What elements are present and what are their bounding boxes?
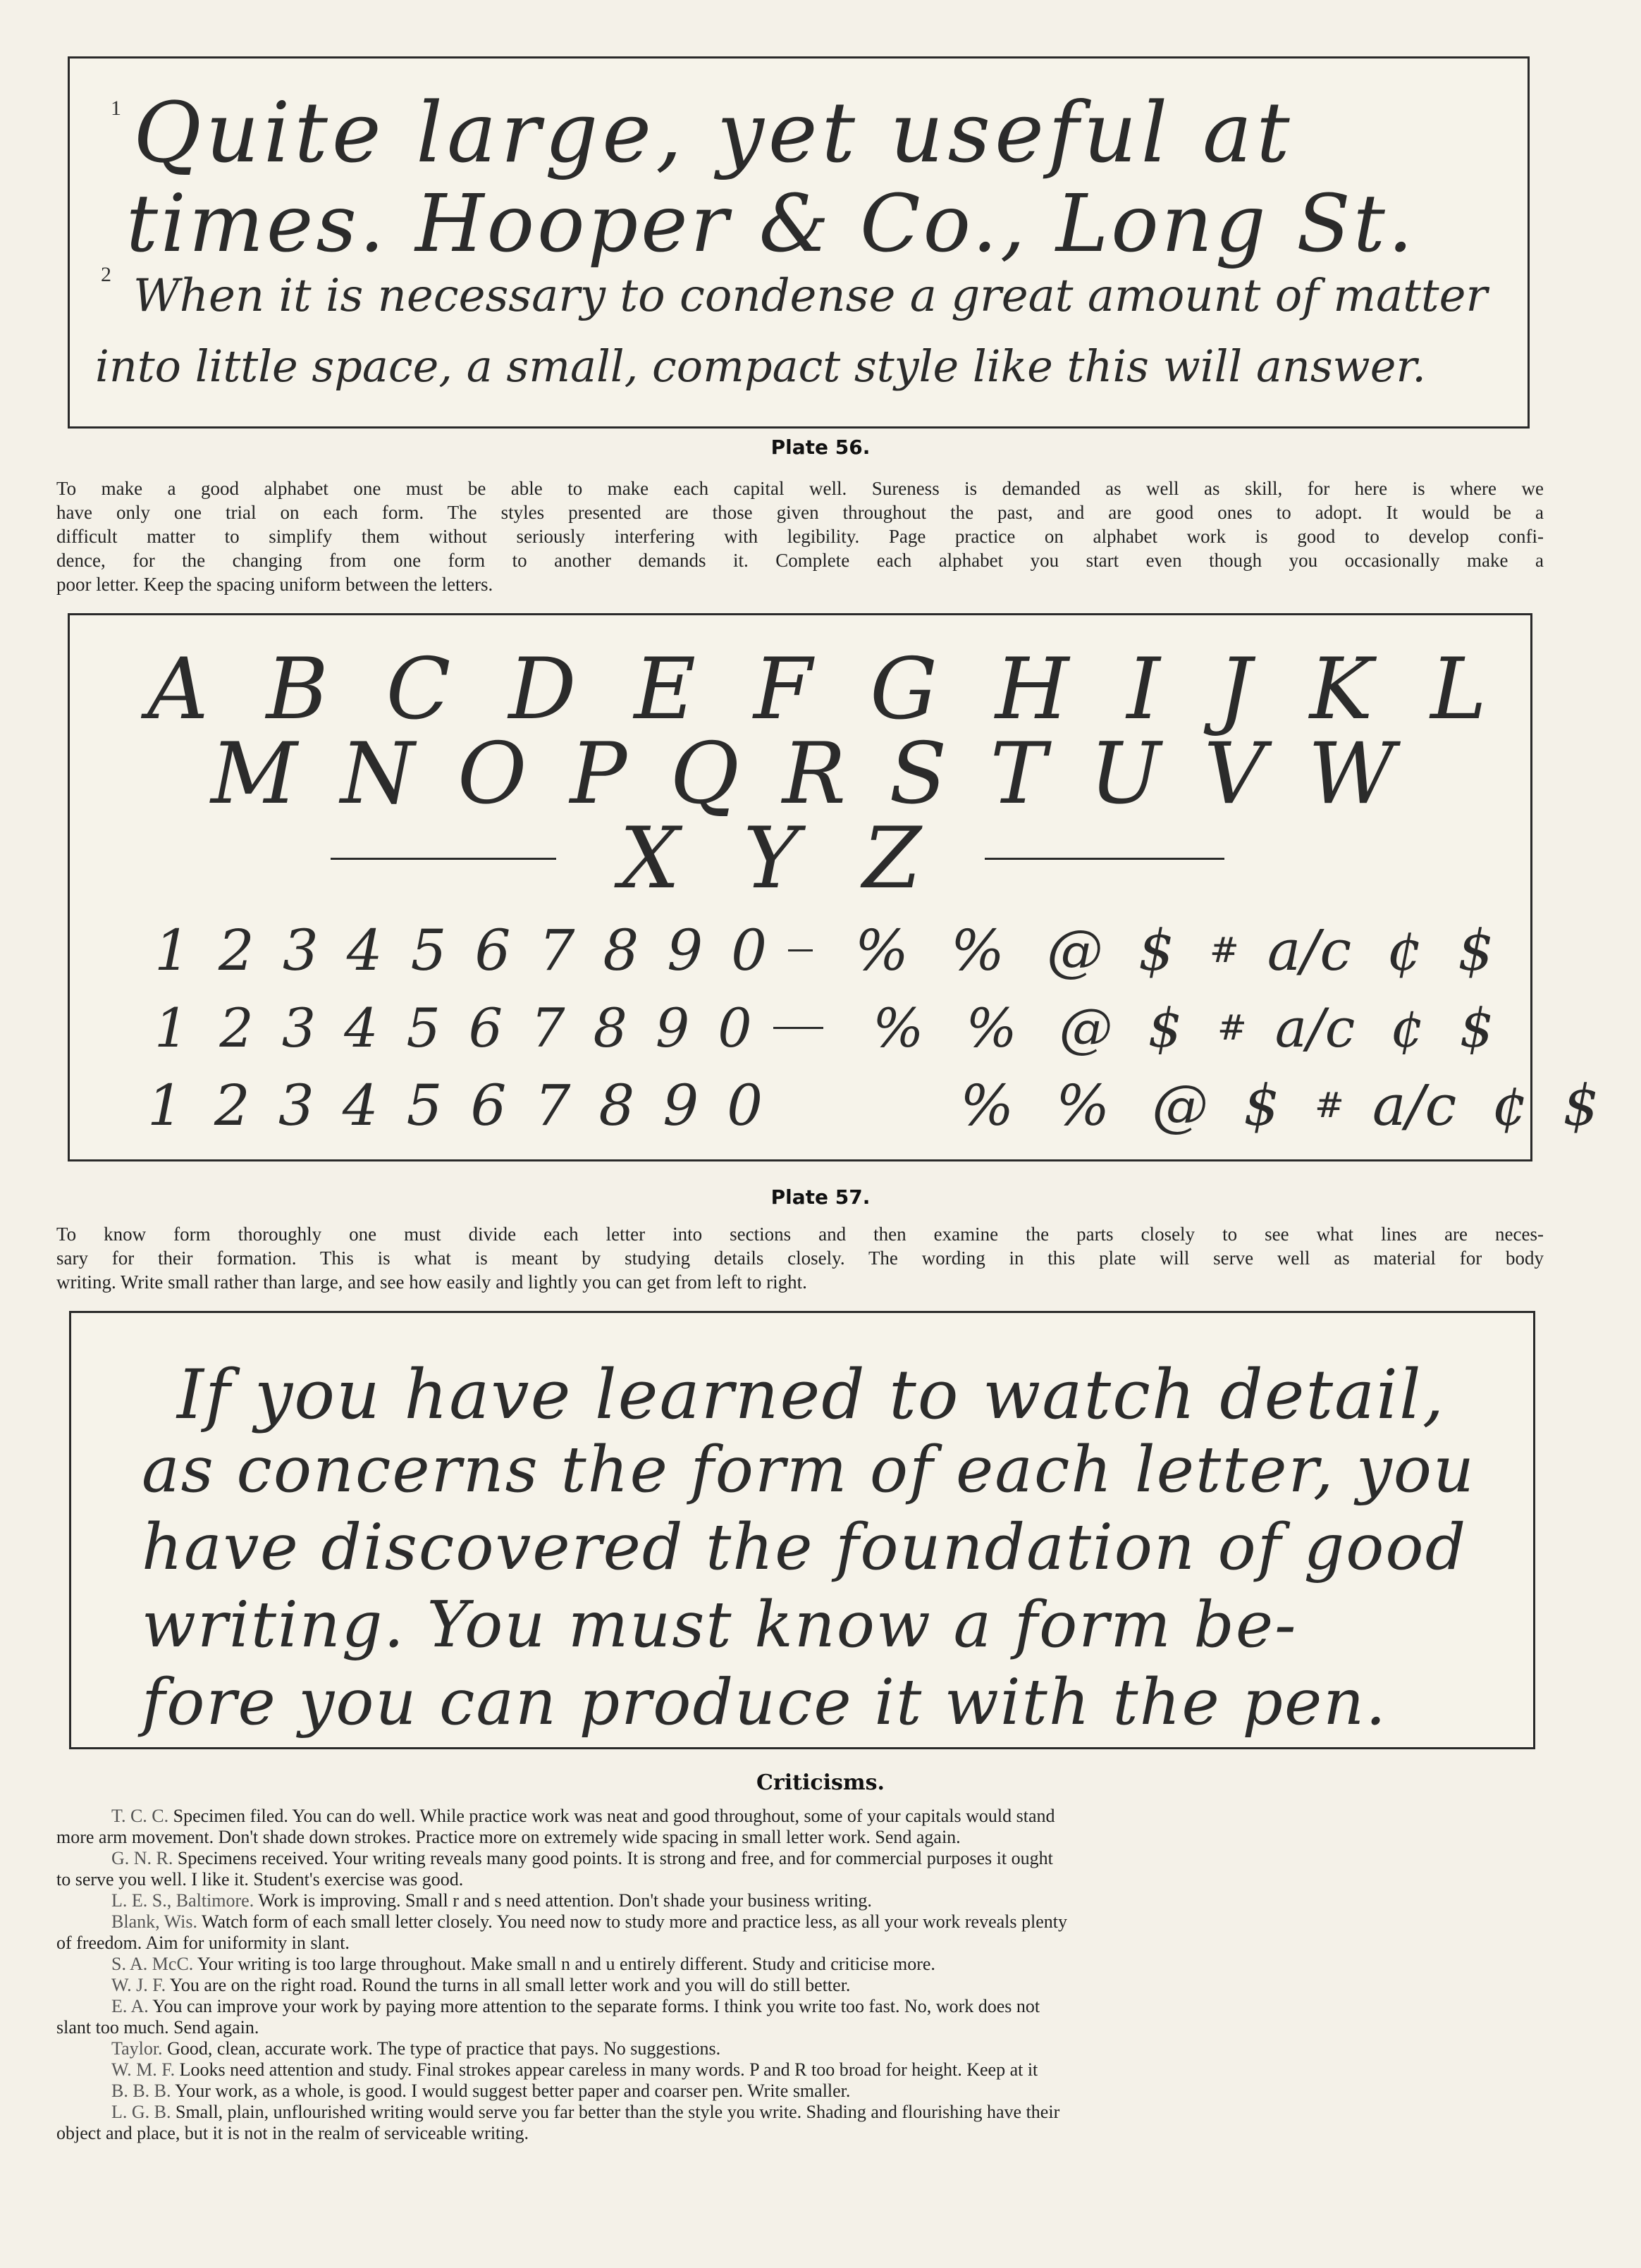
symbol-number: # bbox=[1209, 930, 1239, 970]
numerals-row-3 bbox=[147, 1072, 1599, 1138]
plate-56-paragraph bbox=[56, 476, 1544, 596]
criticisms-list bbox=[56, 1806, 1548, 2144]
capital-q: Q bbox=[670, 725, 739, 823]
criticism-recipient: E. A. bbox=[111, 1996, 149, 2016]
numeral: 3 bbox=[278, 1072, 314, 1138]
symbol-at: @ bbox=[1059, 996, 1113, 1059]
capital-d: D bbox=[508, 640, 577, 739]
criticism-text: Specimen filed. You can do well. While practice work was neat and good throughout, some of your capitals would stand bbox=[173, 1806, 1055, 1826]
symbol-percent: % bbox=[854, 917, 909, 983]
script-line-5: fore you can produce it with the pen. bbox=[142, 1665, 1387, 1739]
capital-c: C bbox=[386, 640, 451, 739]
capital-s: S bbox=[889, 725, 947, 823]
numeral: 8 bbox=[598, 1072, 635, 1138]
symbol-dollar: $ bbox=[1563, 1072, 1599, 1138]
criticism-entry bbox=[56, 1911, 1548, 1933]
numeral: 9 bbox=[667, 917, 703, 983]
capital-x: X bbox=[620, 809, 680, 908]
paragraph-line: To make a good alphabet one must be able to make each capital well. Sureness is demanded as well as skill, for here is where we bbox=[56, 478, 1544, 499]
line-number-2: 2 bbox=[101, 263, 111, 286]
numeral: 8 bbox=[603, 917, 639, 983]
script-line-3: have discovered the foundation of good bbox=[142, 1510, 1468, 1584]
numeral: 2 bbox=[219, 996, 254, 1059]
numeral: 7 bbox=[534, 1072, 571, 1138]
numeral: 5 bbox=[406, 996, 441, 1059]
criticism-text: Your writing is too large throughout. Make small n and u entirely different. Study and criticise more. bbox=[197, 1954, 935, 1974]
numeral: 5 bbox=[406, 1072, 443, 1138]
numeral: 8 bbox=[593, 996, 627, 1059]
plate-57-paragraph bbox=[56, 1222, 1544, 1294]
capital-u: U bbox=[1089, 725, 1161, 823]
criticism-recipient: G. N. R. bbox=[111, 1848, 173, 1868]
symbol-percent: % bbox=[950, 917, 1004, 983]
numeral: 6 bbox=[470, 1072, 507, 1138]
symbol-dollar: $ bbox=[1138, 917, 1174, 983]
script-line-4: writing. You must know a form be- bbox=[142, 1588, 1298, 1662]
criticism-entry bbox=[56, 1954, 1548, 1975]
script-line-1: Quite large, yet useful at bbox=[133, 84, 1294, 181]
criticism-text: You can improve your work by paying more attention to the separate forms. I think you write too fast. No, work does not bbox=[152, 1996, 1040, 2016]
script-line-2: times. Hooper & Co., Long St. bbox=[126, 178, 1416, 270]
paragraph-line: have only one trial on each form. The styles presented are those given throughout the past, and are good ones to adopt. It would be a bbox=[56, 502, 1544, 523]
script-line-1: If you have learned to watch detail, bbox=[177, 1355, 1446, 1434]
capital-a: A bbox=[147, 640, 209, 739]
criticism-recipient: B. B. B. bbox=[111, 2081, 171, 2101]
capital-v: V bbox=[1203, 725, 1265, 823]
criticism-entry bbox=[56, 1975, 1548, 1996]
symbol-at: @ bbox=[1152, 1072, 1209, 1138]
plate-56-script-box bbox=[68, 56, 1530, 429]
paragraph-line: To know form thoroughly one must divide each letter into sections and then examine the parts closely to see what lines are neces- bbox=[56, 1224, 1544, 1245]
criticism-entry bbox=[56, 2081, 1548, 2102]
capital-t: T bbox=[990, 725, 1047, 823]
paragraph-line: writing. Write small rather than large, and see how easily and lightly you can get from left to right. bbox=[56, 1271, 807, 1293]
criticism-continuation: of freedom. Aim for uniformity in slant. bbox=[56, 1933, 350, 1953]
line-number-1: 1 bbox=[111, 97, 121, 120]
capital-g: G bbox=[870, 640, 938, 739]
numeral: 4 bbox=[342, 1072, 379, 1138]
symbol-percent: % bbox=[873, 996, 924, 1059]
plate-57-title: Plate 57. bbox=[770, 1185, 871, 1209]
alphabet-plate-box bbox=[68, 613, 1599, 1161]
symbol-percent: % bbox=[1056, 1072, 1110, 1138]
capital-f: F bbox=[753, 640, 813, 739]
criticism-recipient: S. A. McC. bbox=[111, 1954, 194, 1974]
symbol-percent: % bbox=[960, 1072, 1014, 1138]
paragraph-line: difficult matter to simplify them without seriously interfering with legibility. Page practice on alphabet work is good to develop confi- bbox=[56, 526, 1544, 547]
criticism-text: Your work, as a whole, is good. I would suggest better paper and coarser pen. Write smaller. bbox=[175, 2081, 851, 2101]
paragraph-line: poor letter. Keep the spacing uniform between the letters. bbox=[56, 574, 493, 595]
numeral: 4 bbox=[344, 996, 379, 1059]
capital-y: Y bbox=[743, 809, 799, 908]
script-line-4: into little space, a small, compact style like this will answer. bbox=[95, 340, 1426, 392]
numeral: 0 bbox=[727, 1072, 763, 1138]
symbol-number: # bbox=[1315, 1085, 1344, 1126]
capitals-row-3 bbox=[331, 809, 1317, 908]
symbol-at: @ bbox=[1046, 917, 1103, 983]
symbol-cent: ¢ bbox=[1390, 996, 1425, 1059]
symbol-number: # bbox=[1217, 1007, 1247, 1048]
symbol-dollar: $ bbox=[1243, 1072, 1279, 1138]
numeral: 1 bbox=[154, 917, 190, 983]
capital-b: B bbox=[266, 640, 328, 739]
numeral: 5 bbox=[410, 917, 447, 983]
criticism-recipient: L. E. S., Baltimore. bbox=[111, 1890, 254, 1911]
plate-56-title: Plate 56. bbox=[770, 436, 871, 459]
capital-z: Z bbox=[862, 809, 922, 908]
script-line-3: When it is necessary to condense a great amount of matter bbox=[133, 270, 1488, 322]
criticism-recipient: W. J. F. bbox=[111, 1975, 166, 1995]
capital-p: P bbox=[570, 725, 627, 823]
criticism-continuation: slant too much. Send again. bbox=[56, 2017, 259, 2038]
criticism-continuation: to serve you well. I like it. Student's exercise was good. bbox=[56, 1869, 464, 1890]
paragraph-line: sary for their formation. This is what is meant by studying details closely. The wording in this plate will serve well as material for body bbox=[56, 1247, 1544, 1269]
symbol-percent: % bbox=[966, 996, 1017, 1059]
numeral: 9 bbox=[655, 996, 690, 1059]
capital-k: K bbox=[1309, 640, 1373, 739]
criticism-text: Specimens received. Your writing reveals many good points. It is strong and free, and for commercial purposes it ought bbox=[177, 1848, 1053, 1868]
criticism-recipient: Blank, Wis. bbox=[111, 1911, 197, 1932]
symbol-cent: ¢ bbox=[1387, 917, 1423, 983]
numeral: 1 bbox=[154, 996, 189, 1059]
paragraph-line: dence, for the changing from one form to another demands it. Complete each alphabet you start even though you occasionally make a bbox=[56, 550, 1544, 571]
criticism-recipient: Taylor. bbox=[111, 2038, 163, 2059]
capital-e: E bbox=[634, 640, 696, 739]
numerals-row-1 bbox=[154, 918, 1494, 982]
script-line-2: as concerns the form of each letter, you bbox=[142, 1433, 1475, 1507]
criticism-text: Watch form of each small letter closely. You need now to study more and practice less, as all your work reveals plenty bbox=[202, 1911, 1067, 1932]
criticism-recipient: L. G. B. bbox=[111, 2102, 171, 2122]
capital-o: O bbox=[457, 725, 527, 823]
numeral: 3 bbox=[282, 917, 319, 983]
capital-l: L bbox=[1430, 640, 1487, 739]
criticism-entry bbox=[56, 1996, 1548, 2017]
numeral: 4 bbox=[346, 917, 383, 983]
symbol-account: a/c bbox=[1274, 996, 1356, 1059]
criticisms-title: Criticisms. bbox=[756, 1770, 885, 1795]
criticism-text: Good, clean, accurate work. The type of practice that pays. No suggestions. bbox=[167, 2038, 721, 2059]
numeral: 2 bbox=[214, 1072, 250, 1138]
capital-w: W bbox=[1308, 725, 1395, 823]
criticism-text: You are on the right road. Round the turns in all small letter work and you will do still better. bbox=[169, 1975, 851, 1995]
criticism-continuation: object and place, but it is not in the realm of serviceable writing. bbox=[56, 2123, 529, 2143]
symbol-account: a/c bbox=[1372, 1072, 1457, 1138]
numeral: 7 bbox=[531, 996, 565, 1059]
criticism-entry bbox=[56, 2059, 1548, 2081]
capitals-row-2 bbox=[211, 725, 1395, 823]
criticism-entry bbox=[56, 1890, 1548, 1911]
symbol-cent: ¢ bbox=[1492, 1072, 1528, 1138]
numeral: 6 bbox=[474, 917, 511, 983]
capital-m: M bbox=[211, 725, 297, 823]
flourish-line-right bbox=[985, 858, 1224, 860]
criticism-entry bbox=[56, 1806, 1548, 1827]
numeral: 1 bbox=[147, 1072, 183, 1138]
criticism-text: Small, plain, unflourished writing would serve you far better than the style you write. Shading and flourishing have their bbox=[176, 2102, 1060, 2122]
capital-n: N bbox=[340, 725, 414, 823]
flourish-line-left bbox=[331, 858, 556, 860]
numeral: 2 bbox=[218, 917, 254, 983]
criticism-entry bbox=[56, 2038, 1548, 2059]
symbol-dollar: $ bbox=[1458, 917, 1494, 983]
numeral: 3 bbox=[281, 996, 316, 1059]
criticism-text: Looks need attention and study. Final strokes appear careless in many words. P and R too broad for height. Keep at it bbox=[179, 2059, 1038, 2080]
numeral: 0 bbox=[731, 917, 768, 983]
criticism-entry bbox=[56, 2102, 1548, 2123]
numerals-row-2 bbox=[154, 996, 1494, 1059]
capitals-row-1 bbox=[147, 640, 1487, 739]
criticism-recipient: T. C. C. bbox=[111, 1806, 169, 1826]
criticism-recipient: W. M. F. bbox=[111, 2059, 176, 2080]
numeral: 9 bbox=[663, 1072, 699, 1138]
numeral: 0 bbox=[718, 996, 752, 1059]
capital-i: I bbox=[1126, 640, 1160, 739]
numeral: 7 bbox=[539, 917, 575, 983]
capital-h: H bbox=[995, 640, 1069, 739]
dash-line bbox=[788, 949, 813, 951]
criticism-text: Work is improving. Small r and s need attention. Don't shade your business writing. bbox=[258, 1890, 872, 1911]
plate-57-script-box bbox=[69, 1311, 1535, 1749]
numeral: 6 bbox=[468, 996, 503, 1059]
symbol-account: a/c bbox=[1267, 917, 1352, 983]
criticism-entry bbox=[56, 1848, 1548, 1869]
symbol-dollar: $ bbox=[1459, 996, 1494, 1059]
capital-j: J bbox=[1217, 640, 1252, 739]
symbol-dollar: $ bbox=[1148, 996, 1182, 1059]
dash-line bbox=[773, 1027, 824, 1029]
capital-r: R bbox=[782, 725, 847, 823]
criticism-continuation: more arm movement. Don't shade down strokes. Practice more on extremely wide spacing in small letter work. Send again. bbox=[56, 1827, 961, 1847]
